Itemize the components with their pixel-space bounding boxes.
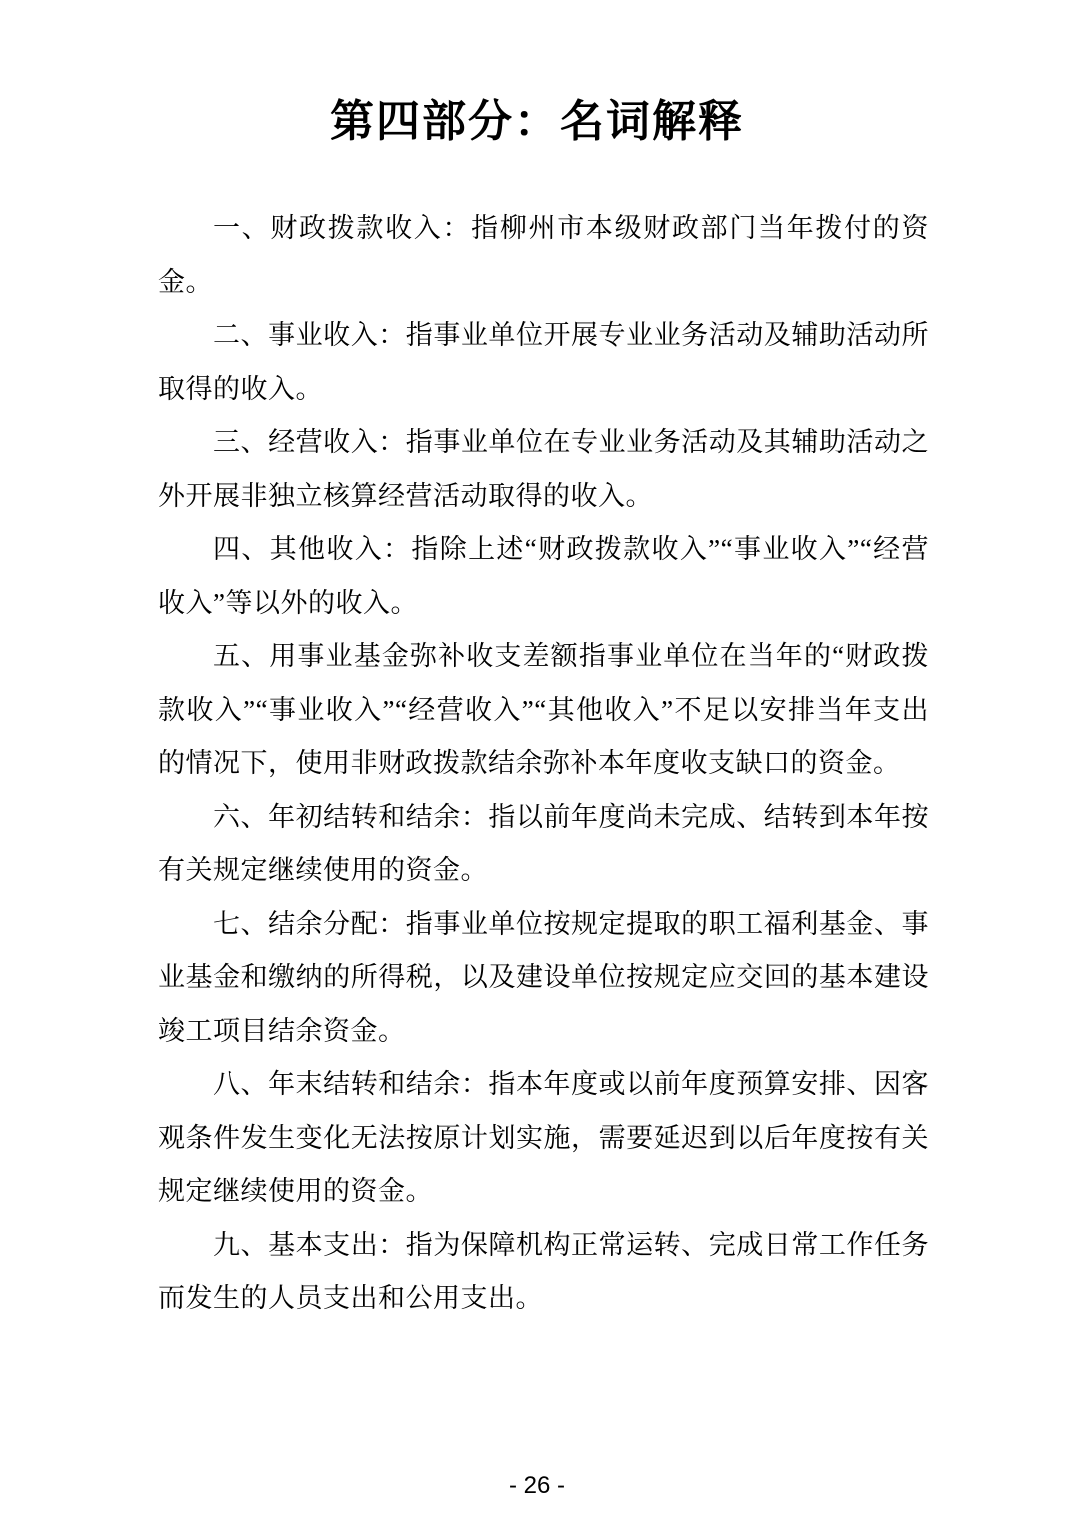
page-title: 第四部分：名词解释	[330, 97, 744, 146]
glossary-item-7: 七、结余分配：指事业单位按规定提取的职工福利基金、事业基金和缴纳的所得税，以及建设单位按规定应交回的基本建设竣工项目结余资金。	[158, 908, 929, 1046]
glossary-item-6: 六、年初结转和结余：指以前年度尚未完成、结转到本年按有关规定继续使用的资金。	[158, 801, 929, 885]
glossary-item-1: 一、财政拨款收入：指柳州市本级财政部门当年拨付的资金。	[158, 213, 929, 297]
page-number: - 26 -	[508, 1472, 565, 1499]
glossary-item-2: 二、事业收入：指事业单位开展专业业务活动及辅助活动所取得的收入。	[158, 320, 929, 404]
glossary-item-3: 三、经营收入：指事业单位在专业业务活动及其辅助活动之外开展非独立核算经营活动取得的收入。	[158, 427, 929, 511]
glossary-item-4: 四、其他收入：指除上述“财政拨款收入”“事业收入”“经营收入”等以外的收入。	[158, 534, 929, 618]
glossary-item-5: 五、用事业基金弥补收支差额指事业单位在当年的“财政拨款收入”“事业收入”“经营收入”“其他收入”不足以安排当年支出的情况下，使用非财政拨款结余弥补本年度收支缺口的资金。	[158, 641, 929, 778]
glossary-item-9: 九、基本支出：指为保障机构正常运转、完成日常工作任务而发生的人员支出和公用支出。	[158, 1229, 929, 1313]
document-body	[158, 202, 929, 1326]
glossary-item-8: 八、年末结转和结余：指本年度或以前年度预算安排、因客观条件发生变化无法按原计划实施，需要延迟到以后年度按有关规定继续使用的资金。	[158, 1069, 929, 1206]
